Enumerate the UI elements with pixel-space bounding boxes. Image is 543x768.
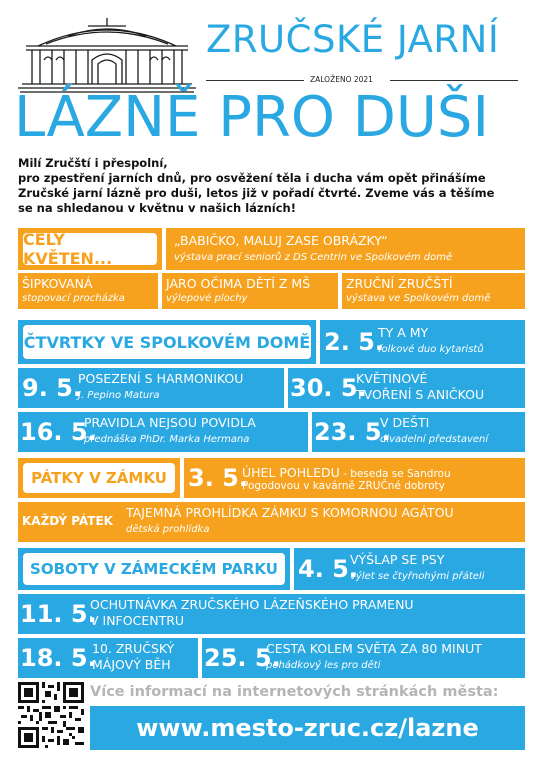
event-subtitle: výstava ve Spolkovém domě [346,293,491,304]
event-title: ÚHEL POHLEDU [242,465,340,480]
founded-label: ZALOŽENO 2021 [310,75,373,84]
event-jaro [162,273,338,309]
event-subtitle: přednáška PhDr. Marka Hermana [84,434,250,445]
every-friday-label: KAŽDÝ PÁTEK [22,514,113,528]
event-title: ŠIPKOVANÁ [22,276,93,291]
event-subtitle: stopovací procházka [22,293,125,304]
event-date: 3. 5. [188,464,248,492]
event-subtitle: folkové duo kytaristů [378,344,484,355]
intro-line: Zručské jarní lázně pro duši, letos již v pořadí čtvrté. Zveme vás a těšíme [18,186,495,200]
event-title: MÁJOVÝ BĚH [92,657,171,672]
event-title: TAJEMNÁ PROHLÍDKA ZÁMKU S KOMORNOU AGÁTOU [126,505,454,520]
event-title: 10. ZRUČSKÝ [92,641,175,656]
event-v-desti [312,412,525,452]
event-kvetinove [288,368,525,408]
event-title: ZRUČNÍ ZRUČŠTÍ [346,276,453,291]
event-date: 9. 5. [22,374,82,402]
event-subtitle: dětská prohlídka [126,524,210,535]
event-subtitle: divadelní představení [380,434,489,445]
event-title: V INFOCENTRU [90,613,185,628]
event-date: 25. 5. [204,644,281,672]
event-date: 30. 5. [290,374,367,402]
event-ochutnavka [18,594,525,634]
saturdays-label: SOBOTY V ZÁMECKÉM PARKU [23,553,285,585]
event-title: VÝŠLAP SE PSY [350,552,445,567]
event-majovy-beh [18,638,198,678]
event-title: JARO OČIMA DĚTÍ Z MŠ [166,276,311,291]
event-cesta-kolem-sveta [202,638,525,678]
event-subtitle: výstava prací seniorů z DS Centrin ve Spolkovém domě [174,252,453,263]
event-harmonika [18,368,284,408]
intro-line: se na shledanou v květnu v našich lázních! [18,201,296,215]
fridays-label: PÁTKY V ZÁMKU [23,463,175,493]
event-title: CESTA KOLEM SVĚTA ZA 80 MINUT [266,641,482,656]
intro-text [18,156,494,216]
event-uhel-pohledu [184,458,525,498]
intro-line: Milí Zručští i přespolní, [18,156,168,170]
event-date: 2. 5. [324,328,384,356]
event-ty-a-my [320,320,525,364]
spa-colonnade-logo [18,14,196,94]
may-label: CELÝ KVĚTEN... [23,233,157,265]
event-subtitle: výlet se čtyřnohými přáteli [350,571,485,582]
event-vyslap [294,548,525,590]
event-title: PRAVIDLA NEJSOU POVIDLA [84,415,256,430]
intro-line: pro zpestření jarních dnů, pro osvěžení těla i ducha vám opět přinášíme [18,171,486,185]
saturdays-label-box [18,548,290,590]
thursdays-label-box [18,320,316,364]
event-title: V DEŠTI [380,415,430,430]
more-info-text: Více informací na internetových stránkách města: [90,684,499,700]
may-label-box [18,228,162,270]
event-date: 4. 5. [298,555,358,583]
event-subtitle: výlepové plochy [166,293,248,304]
event-title: TY A MY [378,325,429,340]
qr-code[interactable] [18,682,84,748]
event-sipkovana [18,273,158,309]
website-url-box[interactable] [90,706,525,750]
event-title-extra: - beseda se Sandrou [339,468,451,480]
fridays-label-box [18,458,180,498]
event-title: KVĚTINOVÉ [356,371,428,386]
title-line-2: LÁZNĚ PRO DUŠI [14,85,489,150]
event-title: OCHUTNÁVKA ZRUČSKÉHO LÁZEŇSKÉHO PRAMENU [90,597,414,612]
event-zrucni [342,273,525,309]
event-date: 11. 5. [20,600,97,628]
event-title: POSEZENÍ S HARMONIKOU [78,371,244,386]
event-date: 16. 5. [20,418,97,446]
event-date: 18. 5. [20,644,97,672]
founded-line-right [390,80,518,81]
event-subtitle: Pogodovou v kavárně ZRUČné dobroty [242,480,445,492]
event-pravidla [18,412,308,452]
founded-line-left [206,80,304,81]
website-url[interactable]: www.mesto-zruc.cz/lazne [136,714,479,742]
event-subtitle: pohádkový les pro děti [266,660,381,671]
event-date: 23. 5. [314,418,391,446]
event-title: TVOŘENÍ S ANIČKOU [356,387,485,402]
title-line-1: ZRUČSKÉ JARNÍ [206,18,500,61]
thursdays-label: ČTVRTKY VE SPOLKOVÉM DOMĚ [23,325,311,359]
event-prohlidka [18,502,525,542]
event-babicko [166,228,525,270]
event-title-row [242,462,451,481]
event-title: „BABIČKO, MALUJ ZASE OBRÁZKY“ [174,233,388,248]
event-subtitle: J. Pepino Matura [78,390,160,401]
